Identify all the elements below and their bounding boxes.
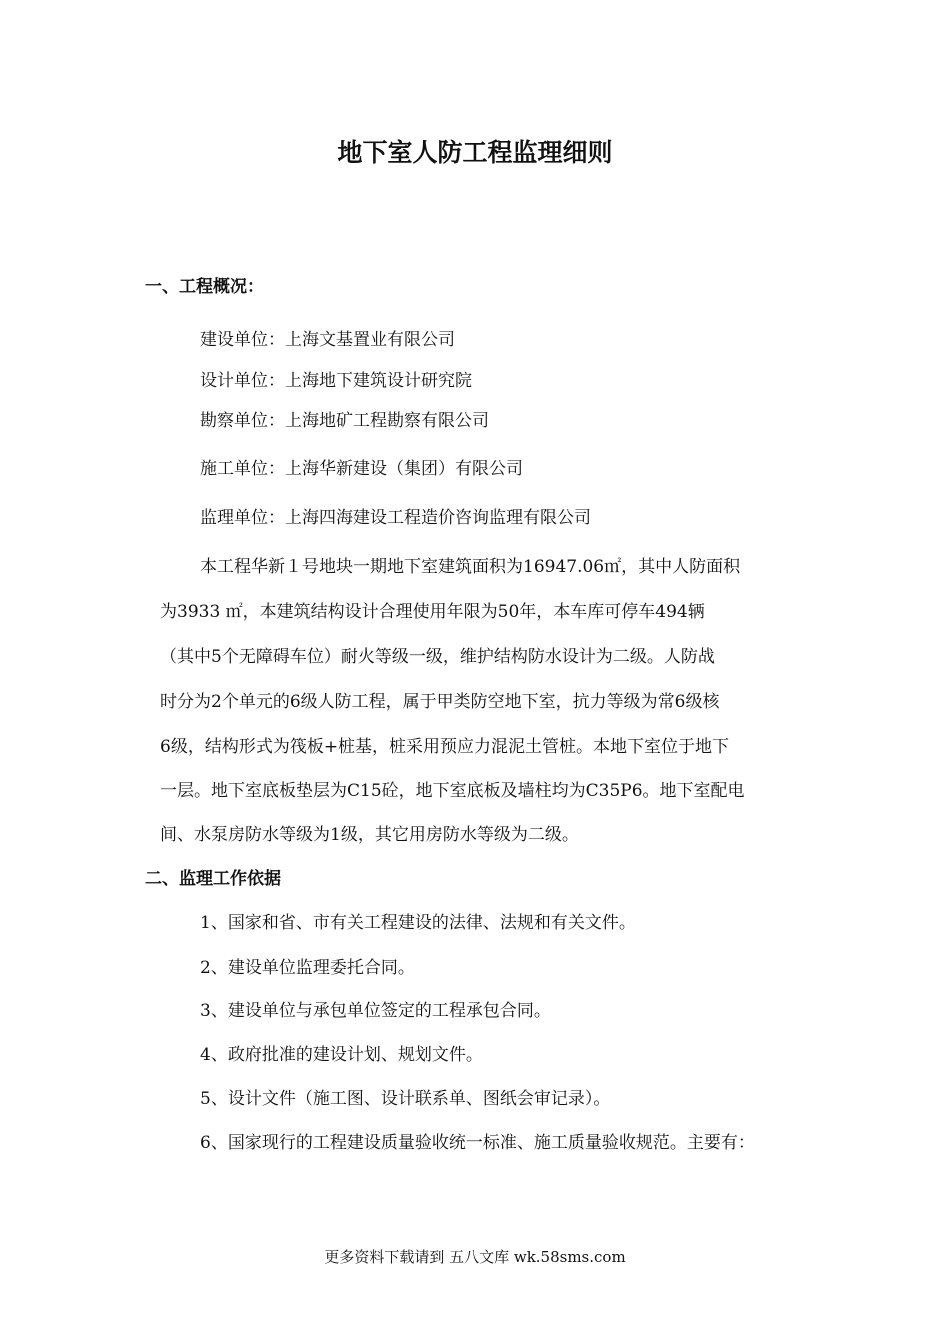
- overview-paragraph-line: 为3933 ㎡，本建筑结构设计合理使用年限为50年，本车库可停车494辆: [160, 602, 705, 622]
- overview-paragraph-line: 6级，结构形式为筏板+桩基，桩采用预应力混泥土管桩。本地下室位于地下: [160, 737, 730, 757]
- unit-line-construction: 建设单位：上海文基置业有限公司: [200, 330, 455, 350]
- overview-paragraph-line: 本工程华新１号地块一期地下室建筑面积为16947.06㎡，其中人防面积: [200, 557, 741, 577]
- overview-paragraph-line: 时分为2个单元的6级人防工程，属于甲类防空地下室，抗力等级为常6级核: [160, 692, 720, 712]
- page-footer: 更多资料下载请到 五八文库 wk.58sms.com: [324, 1248, 626, 1266]
- basis-item: 3、建设单位与承包单位签定的工程承包合同。: [200, 1001, 551, 1021]
- overview-paragraph-line: 一层。地下室底板垫层为C15砼，地下室底板及墙柱均为C35P6。地下室配电: [160, 781, 745, 801]
- unit-line-supervisor: 监理单位：上海四海建设工程造价咨询监理有限公司: [200, 508, 591, 528]
- basis-item: 4、政府批准的建设计划、规划文件。: [200, 1045, 483, 1065]
- basis-item: 2、建设单位监理委托合同。: [200, 958, 415, 978]
- basis-item: 5、设计文件（施工图、设计联系单、图纸会审记录）。: [200, 1089, 611, 1109]
- section-heading-overview: 一、工程概况：: [145, 277, 264, 297]
- basis-item: 1、国家和省、市有关工程建设的法律、法规和有关文件。: [200, 913, 636, 933]
- unit-line-survey: 勘察单位：上海地矿工程勘察有限公司: [200, 411, 489, 431]
- basis-item: 6、国家现行的工程建设质量验收统一标准、施工质量验收规范。主要有：: [200, 1133, 755, 1153]
- section-heading-basis: 二、监理工作依据: [145, 869, 281, 889]
- unit-line-builder: 施工单位：上海华新建设（集团）有限公司: [200, 459, 523, 479]
- document-title: 地下室人防工程监理细则: [337, 138, 613, 167]
- overview-paragraph-line: （其中5个无障碍车位）耐火等级一级，维护结构防水设计为二级。人防战: [160, 647, 715, 667]
- overview-paragraph-line: 间、水泵房防水等级为1级，其它用房防水等级为二级。: [160, 825, 579, 845]
- unit-line-design: 设计单位：上海地下建筑设计研究院: [200, 371, 472, 391]
